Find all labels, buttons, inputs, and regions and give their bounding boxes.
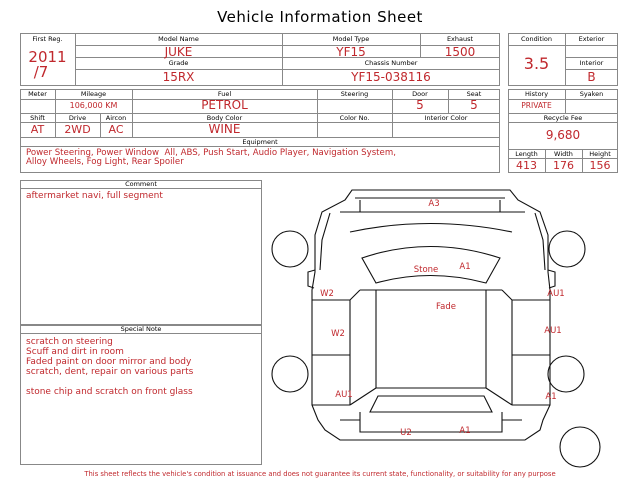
seat-label: Seat — [466, 90, 482, 98]
shift-label: Shift — [30, 114, 45, 122]
aircon-label: Aircon — [105, 114, 127, 122]
interior-value: B — [587, 70, 596, 84]
rear-window — [370, 396, 492, 412]
chassis-number-label: Chassis Number — [364, 59, 418, 67]
special-note-line: scratch on steering — [26, 337, 113, 347]
interior-label: Interior — [579, 59, 604, 67]
height-label: Height — [589, 150, 611, 158]
syaken-label: Syaken — [579, 90, 604, 98]
model-type-value: YF15 — [336, 45, 366, 59]
special-note-line: Faded paint on door mirror and body — [26, 357, 192, 367]
fuel-value: PETROL — [201, 98, 248, 112]
wheel-rear-right — [548, 356, 584, 392]
sheet-title: Vehicle Information Sheet — [217, 8, 423, 26]
condition-label: Condition — [520, 35, 553, 43]
recycle-fee-value: 9,680 — [545, 128, 581, 142]
steering-label: Steering — [340, 90, 369, 98]
mileage-label: Mileage — [80, 90, 107, 98]
fuel-label: Fuel — [217, 90, 232, 98]
equipment-label: Equipment — [242, 138, 278, 146]
length-value: 413 — [516, 159, 537, 172]
model-type-label: Model Type — [332, 35, 370, 43]
length-label: Length — [515, 150, 538, 158]
mark-stone: Stone — [413, 265, 439, 275]
grade-value: 15RX — [162, 70, 195, 84]
special-note-line: Scuff and dirt in room — [26, 347, 124, 357]
mark-a1-rear: A1 — [459, 426, 471, 436]
model-name-value: JUKE — [164, 45, 193, 59]
width-label: Width — [554, 150, 573, 158]
aircon-value: AC — [108, 123, 124, 136]
wheel-spare — [560, 427, 600, 467]
shift-value: AT — [30, 123, 45, 136]
chassis-number-value: YF15-038116 — [351, 70, 431, 84]
condition-value: 3.5 — [523, 54, 550, 73]
exterior-label: Exterior — [578, 35, 605, 43]
exhaust-label: Exhaust — [446, 35, 474, 43]
history-label: History — [524, 90, 549, 98]
width-value: 176 — [553, 159, 574, 172]
mark-au1-right: AU1 — [547, 289, 565, 299]
mark-au1-right-rear: AU1 — [544, 326, 562, 336]
comment-label: Comment — [125, 180, 157, 188]
history-value: PRIVATE — [521, 101, 552, 110]
wheel-rear-left — [272, 356, 308, 392]
mark-fade: Fade — [436, 302, 456, 312]
grade-label: Grade — [168, 59, 189, 67]
mileage-value: 106,000 KM — [69, 101, 118, 110]
mark-a1-glass: A1 — [459, 262, 471, 272]
color-no-label: Color No. — [339, 114, 370, 122]
first-reg-year: 2011 — [28, 48, 67, 66]
drive-label: Drive — [68, 114, 87, 122]
drive-value: 2WD — [64, 123, 91, 136]
mark-u2-rear: U2 — [400, 428, 412, 438]
equipment-line-1: Power Steering, Power Window All, ABS, Push Start, Audio Player, Navigation System, — [26, 148, 396, 158]
exhaust-value: 1500 — [444, 45, 476, 59]
meter-label: Meter — [28, 90, 47, 98]
mark-a1-right-bottom: A1 — [545, 392, 557, 402]
wheel-front-left — [272, 231, 308, 267]
mark-au1-left-bottom: AU1 — [335, 390, 353, 400]
seat-value: 5 — [470, 98, 478, 112]
mark-w2-left-rear: W2 — [331, 329, 345, 339]
mark-a3: A3 — [428, 199, 440, 209]
special-note-line: stone chip and scratch on front glass — [26, 387, 193, 397]
first-reg-label: First Reg. — [32, 35, 63, 43]
disclaimer: This sheet reflects the vehicle's condition at issuance and does not guarantee its current state, functionality, or suitability for any purpose — [84, 470, 556, 478]
height-value: 156 — [589, 159, 611, 172]
special-note-label: Special Note — [120, 325, 162, 333]
special-note-line: scratch, dent, repair on various parts — [26, 367, 194, 377]
comment-text: aftermarket navi, full segment — [26, 191, 163, 201]
door-label: Door — [412, 90, 428, 98]
wheel-front-right — [549, 231, 585, 267]
door-value: 5 — [416, 98, 424, 112]
interior-color-label: Interior Color — [424, 114, 468, 122]
first-reg-month: /7 — [33, 63, 49, 81]
recycle-fee-label: Recycle Fee — [543, 114, 583, 122]
car-body-outline — [312, 190, 550, 440]
body-color-value: WINE — [208, 122, 241, 136]
model-name-label: Model Name — [158, 35, 199, 43]
equipment-line-2: Alloy Wheels, Fog Light, Rear Spoiler — [26, 157, 184, 167]
mark-w2-left: W2 — [320, 289, 334, 299]
body-color-label: Body Color — [206, 114, 243, 122]
